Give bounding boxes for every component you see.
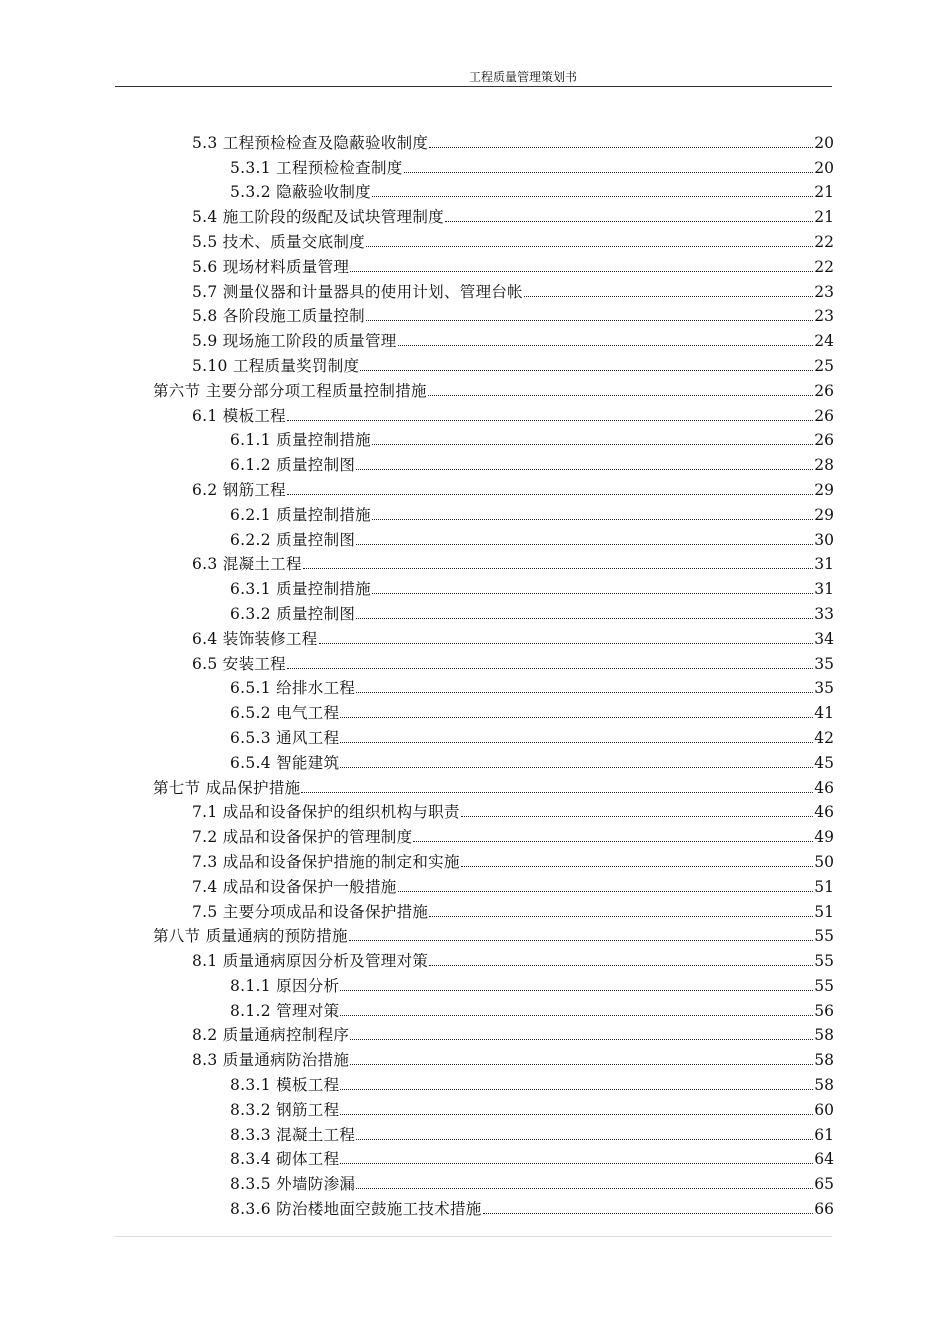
toc-dot-leader	[340, 1014, 813, 1016]
toc-entry-title: 第六节 主要分部分项工程质量控制措施	[153, 381, 427, 400]
toc-entry[interactable]	[0, 798, 950, 823]
toc-dot-leader	[350, 270, 813, 272]
toc-entry-title: 8.3.4 砌体工程	[230, 1150, 340, 1169]
toc-entry[interactable]	[0, 475, 950, 500]
toc-entry[interactable]	[0, 450, 950, 475]
toc-entry-page: 64	[814, 1150, 834, 1169]
toc-entry-page: 21	[814, 208, 834, 227]
toc-entry-page: 33	[814, 604, 834, 623]
toc-entry[interactable]	[0, 1045, 950, 1070]
toc-dot-leader	[483, 1212, 814, 1214]
toc-entry-title: 6.1.2 质量控制图	[230, 456, 356, 475]
toc-entry-page: 26	[814, 381, 834, 400]
toc-entry[interactable]	[0, 847, 950, 872]
toc-entry[interactable]	[0, 277, 950, 302]
toc-entry-title: 8.1.2 管理对策	[230, 1001, 340, 1020]
toc-entry-title: 8.3.6 防治楼地面空鼓施工技术措施	[230, 1200, 482, 1219]
toc-dot-leader	[366, 319, 813, 321]
toc-entry-page: 31	[814, 555, 834, 574]
toc-entry-title: 6.2 钢筋工程	[192, 480, 286, 499]
toc-dot-leader	[356, 543, 813, 545]
toc-dot-leader	[340, 1113, 813, 1115]
toc-entry-page: 61	[814, 1125, 834, 1144]
toc-dot-leader	[356, 617, 813, 619]
toc-entry[interactable]	[0, 376, 950, 401]
toc-dot-leader	[372, 195, 813, 197]
toc-dot-leader	[301, 791, 813, 793]
toc-entry-title: 6.2.2 质量控制图	[230, 530, 356, 549]
toc-dot-leader	[356, 1138, 813, 1140]
toc-entry-title: 6.3.2 质量控制图	[230, 604, 356, 623]
toc-dot-leader	[366, 245, 813, 247]
toc-entry-page: 66	[814, 1200, 834, 1219]
toc-entry-title: 5.3.2 隐蔽验收制度	[230, 183, 371, 202]
toc-dot-leader	[340, 1088, 813, 1090]
toc-dot-leader	[429, 964, 813, 966]
toc-entry-title: 5.3.1 工程预检检查制度	[230, 158, 403, 177]
toc-entry[interactable]	[0, 748, 950, 773]
toc-entry-page: 46	[814, 778, 834, 797]
toc-entry-page: 51	[814, 902, 834, 921]
toc-entry-title: 5.8 各阶段施工质量控制	[192, 307, 365, 326]
table-of-contents	[0, 128, 950, 1219]
toc-entry-title: 7.3 成品和设备保护措施的制定和实施	[192, 852, 460, 871]
toc-dot-leader	[303, 567, 813, 569]
toc-entry-title: 7.4 成品和设备保护一般措施	[192, 877, 397, 896]
toc-entry-page: 20	[814, 133, 834, 152]
toc-dot-leader	[340, 989, 813, 991]
toc-entry-title: 8.1 质量通病原因分析及管理对策	[192, 952, 429, 971]
toc-entry-page: 58	[814, 1051, 834, 1070]
toc-entry[interactable]	[0, 426, 950, 451]
toc-entry[interactable]	[0, 1169, 950, 1194]
toc-entry-title: 第八节 质量通病的预防措施	[153, 927, 348, 946]
toc-entry-title: 8.2 质量通病控制程序	[192, 1026, 350, 1045]
page-header	[115, 68, 832, 87]
toc-entry[interactable]	[0, 227, 950, 252]
toc-entry-title: 6.5.3 通风工程	[230, 728, 340, 747]
toc-dot-leader	[287, 419, 813, 421]
toc-entry[interactable]	[0, 252, 950, 277]
toc-entry-title: 6.1 模板工程	[192, 406, 286, 425]
toc-entry-page: 26	[814, 406, 834, 425]
toc-dot-leader	[461, 815, 813, 817]
header-title: 工程质量管理策划书	[469, 70, 578, 84]
toc-entry-page: 41	[814, 704, 834, 723]
toc-entry[interactable]	[0, 401, 950, 426]
toc-entry[interactable]	[0, 599, 950, 624]
toc-entry-title: 6.3 混凝土工程	[192, 555, 302, 574]
toc-entry-page: 22	[814, 257, 834, 276]
toc-entry[interactable]	[0, 1095, 950, 1120]
toc-entry-page: 35	[814, 654, 834, 673]
toc-entry-page: 34	[814, 629, 834, 648]
toc-entry-title: 8.3 质量通病防治措施	[192, 1051, 350, 1070]
toc-entry-page: 28	[814, 456, 834, 475]
toc-entry-page: 22	[814, 232, 834, 251]
toc-dot-leader	[350, 1063, 813, 1065]
toc-dot-leader	[287, 667, 813, 669]
toc-entry-page: 26	[814, 431, 834, 450]
toc-entry-page: 23	[814, 282, 834, 301]
toc-entry-title: 6.4 装饰装修工程	[192, 629, 318, 648]
toc-dot-leader	[429, 146, 813, 148]
toc-entry-page: 20	[814, 158, 834, 177]
toc-dot-leader	[372, 592, 813, 594]
toc-entry[interactable]	[0, 996, 950, 1021]
toc-entry[interactable]	[0, 897, 950, 922]
toc-dot-leader	[429, 915, 813, 917]
toc-entry[interactable]	[0, 822, 950, 847]
toc-entry-title: 第七节 成品保护措施	[153, 778, 301, 797]
toc-entry[interactable]	[0, 922, 950, 947]
toc-entry-title: 5.7 测量仪器和计量器具的使用计划、管理台帐	[192, 282, 523, 301]
toc-entry-title: 6.5.2 电气工程	[230, 704, 340, 723]
toc-entry-title: 6.1.1 质量控制措施	[230, 431, 371, 450]
toc-dot-leader	[287, 493, 813, 495]
toc-dot-leader	[340, 741, 813, 743]
toc-entry-page: 29	[814, 480, 834, 499]
toc-entry-title: 6.5.4 智能建筑	[230, 753, 340, 772]
toc-dot-leader	[356, 468, 813, 470]
toc-dot-leader	[356, 691, 813, 693]
toc-entry-page: 58	[814, 1026, 834, 1045]
toc-entry[interactable]	[0, 525, 950, 550]
toc-entry[interactable]	[0, 178, 950, 203]
toc-entry-title: 8.3.2 钢筋工程	[230, 1100, 340, 1119]
toc-entry-title: 8.3.5 外墙防渗漏	[230, 1175, 356, 1194]
toc-dot-leader	[461, 865, 813, 867]
toc-entry-page: 42	[814, 728, 834, 747]
toc-entry-page: 65	[814, 1175, 834, 1194]
toc-entry-title: 7.2 成品和设备保护的管理制度	[192, 828, 413, 847]
toc-entry-title: 6.3.1 质量控制措施	[230, 580, 371, 599]
toc-entry-page: 55	[814, 976, 834, 995]
toc-entry[interactable]	[0, 202, 950, 227]
footer-divider	[115, 1236, 832, 1237]
toc-entry[interactable]	[0, 1021, 950, 1046]
toc-entry[interactable]	[0, 773, 950, 798]
toc-entry-page: 58	[814, 1076, 834, 1095]
toc-entry-page: 35	[814, 679, 834, 698]
toc-entry-page: 21	[814, 183, 834, 202]
toc-entry-title: 8.3.3 混凝土工程	[230, 1125, 356, 1144]
toc-entry-page: 29	[814, 505, 834, 524]
toc-entry[interactable]	[0, 723, 950, 748]
toc-entry-page: 56	[814, 1001, 834, 1020]
toc-entry-page: 49	[814, 828, 834, 847]
toc-entry-title: 8.1.1 原因分析	[230, 976, 340, 995]
toc-entry-title: 8.3.1 模板工程	[230, 1076, 340, 1095]
toc-entry[interactable]	[0, 1070, 950, 1095]
toc-entry-page: 55	[814, 927, 834, 946]
toc-dot-leader	[428, 394, 813, 396]
toc-dot-leader	[340, 716, 813, 718]
toc-entry[interactable]	[0, 649, 950, 674]
toc-entry[interactable]	[0, 624, 950, 649]
toc-entry[interactable]	[0, 128, 950, 153]
toc-dot-leader	[340, 1162, 813, 1164]
toc-dot-leader	[372, 518, 813, 520]
toc-entry-title: 5.6 现场材料质量管理	[192, 257, 350, 276]
toc-entry-page: 25	[814, 356, 834, 375]
toc-entry[interactable]	[0, 153, 950, 178]
toc-entry[interactable]	[0, 946, 950, 971]
toc-entry[interactable]	[0, 550, 950, 575]
toc-dot-leader	[445, 220, 813, 222]
toc-dot-leader	[413, 840, 813, 842]
toc-entry-page: 46	[814, 803, 834, 822]
toc-dot-leader	[398, 344, 814, 346]
toc-entry-title: 5.4 施工阶段的级配及试块管理制度	[192, 208, 444, 227]
toc-entry-page: 31	[814, 580, 834, 599]
toc-entry[interactable]	[0, 326, 950, 351]
toc-entry-page: 23	[814, 307, 834, 326]
toc-entry[interactable]	[0, 872, 950, 897]
toc-dot-leader	[372, 443, 813, 445]
toc-entry[interactable]	[0, 500, 950, 525]
toc-dot-leader	[350, 1038, 813, 1040]
toc-entry-title: 6.5.1 给排水工程	[230, 679, 356, 698]
toc-entry[interactable]	[0, 1145, 950, 1170]
toc-entry[interactable]	[0, 574, 950, 599]
toc-entry-title: 6.5 安装工程	[192, 654, 286, 673]
toc-entry-title: 5.5 技术、质量交底制度	[192, 232, 365, 251]
toc-dot-leader	[340, 766, 813, 768]
toc-dot-leader	[356, 1187, 813, 1189]
toc-dot-leader	[319, 642, 814, 644]
toc-entry-page: 30	[814, 530, 834, 549]
toc-entry-title: 5.10 工程质量奖罚制度	[192, 356, 360, 375]
toc-entry-title: 6.2.1 质量控制措施	[230, 505, 371, 524]
toc-entry-title: 7.1 成品和设备保护的组织机构与职责	[192, 803, 460, 822]
toc-entry-page: 51	[814, 877, 834, 896]
toc-entry-page: 55	[814, 952, 834, 971]
toc-entry-title: 5.3 工程预检检查及隐蔽验收制度	[192, 133, 429, 152]
toc-entry[interactable]	[0, 351, 950, 376]
toc-entry-page: 24	[814, 332, 834, 351]
toc-entry[interactable]	[0, 1194, 950, 1219]
toc-entry-title: 5.9 现场施工阶段的质量管理	[192, 332, 397, 351]
toc-entry[interactable]	[0, 698, 950, 723]
toc-entry[interactable]	[0, 1120, 950, 1145]
toc-entry[interactable]	[0, 971, 950, 996]
toc-dot-leader	[360, 369, 813, 371]
toc-dot-leader	[404, 171, 814, 173]
toc-entry-page: 60	[814, 1100, 834, 1119]
toc-dot-leader	[398, 890, 814, 892]
toc-entry[interactable]	[0, 302, 950, 327]
toc-entry-title: 7.5 主要分项成品和设备保护措施	[192, 902, 429, 921]
toc-entry-page: 50	[814, 852, 834, 871]
toc-entry[interactable]	[0, 674, 950, 699]
toc-dot-leader	[349, 939, 813, 941]
toc-entry-page: 45	[814, 753, 834, 772]
toc-dot-leader	[524, 295, 813, 297]
